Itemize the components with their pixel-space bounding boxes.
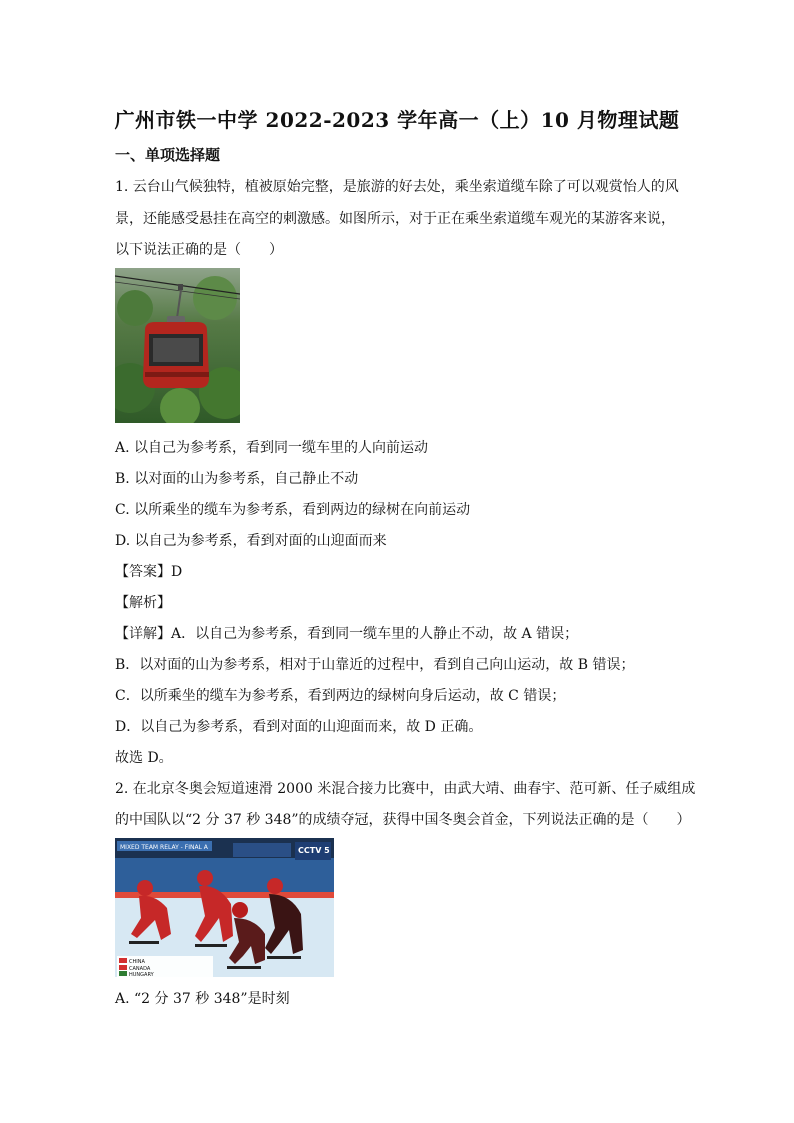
q2-stem-line-1: 2. 在北京冬奥会短道速滑 2000 米混合接力比赛中，由武大靖、曲春宇、范可新、任子威组成: [115, 781, 696, 797]
result-1: CHINA: [129, 959, 145, 965]
channel-logo: CCTV 5: [298, 846, 330, 855]
result-3: HUNGARY: [129, 972, 154, 977]
result-2: CANADA: [129, 966, 151, 972]
q1-option-c: C. 以所乘坐的缆车为参考系，看到两边的绿树在向前运动: [115, 502, 471, 518]
q1-stem-line-2: 景，还能感受悬挂在高空的刺激感。如图所示，对于正在乘坐索道缆车观光的某游客来说，: [115, 211, 675, 227]
q1-stem-line-1: 1. 云台山气候独特，植被原始完整，是旅游的好去处，乘坐索道缆车除了可以观赏怡人的风: [115, 179, 679, 195]
q1-option-b: B. 以对面的山为参考系，自己静止不动: [115, 471, 359, 487]
q2-option-a: A. “2 分 37 秒 348”是时刻: [115, 991, 290, 1007]
page-title: 广州市铁一中学 2022-2023 学年高一（上）10 月物理试题: [114, 108, 680, 132]
q1-conclusion: 故选 D。: [115, 750, 173, 766]
q1-answer: 【答案】D: [115, 564, 183, 580]
broadcast-banner: MIXED TEAM RELAY - FINAL A: [120, 844, 208, 851]
section-heading: 一、单项选择题: [115, 146, 221, 164]
q1-detail-4: D．以自己为参考系，看到对面的山迎面而来，故 D 正确。: [115, 719, 483, 735]
q1-detail-1: 【详解】A．以自己为参考系，看到同一缆车里的人静止不动，故 A 错误；: [115, 626, 579, 642]
q1-analysis-heading: 【解析】: [115, 595, 171, 611]
q2-stem-line-2: 的中国队以“2 分 37 秒 348”的成绩夺冠，获得中国冬奥会首金，下列说法正确的是（ ）: [115, 812, 691, 828]
q1-option-a: A. 以自己为参考系，看到同一缆车里的人向前运动: [115, 440, 429, 456]
q1-detail-2: B．以对面的山为参考系，相对于山靠近的过程中，看到自己向山运动，故 B 错误；: [115, 657, 635, 673]
q1-option-d: D. 以自己为参考系，看到对面的山迎面而来: [115, 533, 387, 549]
cable-car-photo: [115, 268, 240, 423]
speed-skating-photo: [115, 838, 334, 977]
q1-stem-line-3: 以下说法正确的是（ ）: [115, 242, 283, 258]
q1-detail-3: C．以所乘坐的缆车为参考系，看到两边的绿树向身后运动，故 C 错误；: [115, 688, 566, 704]
